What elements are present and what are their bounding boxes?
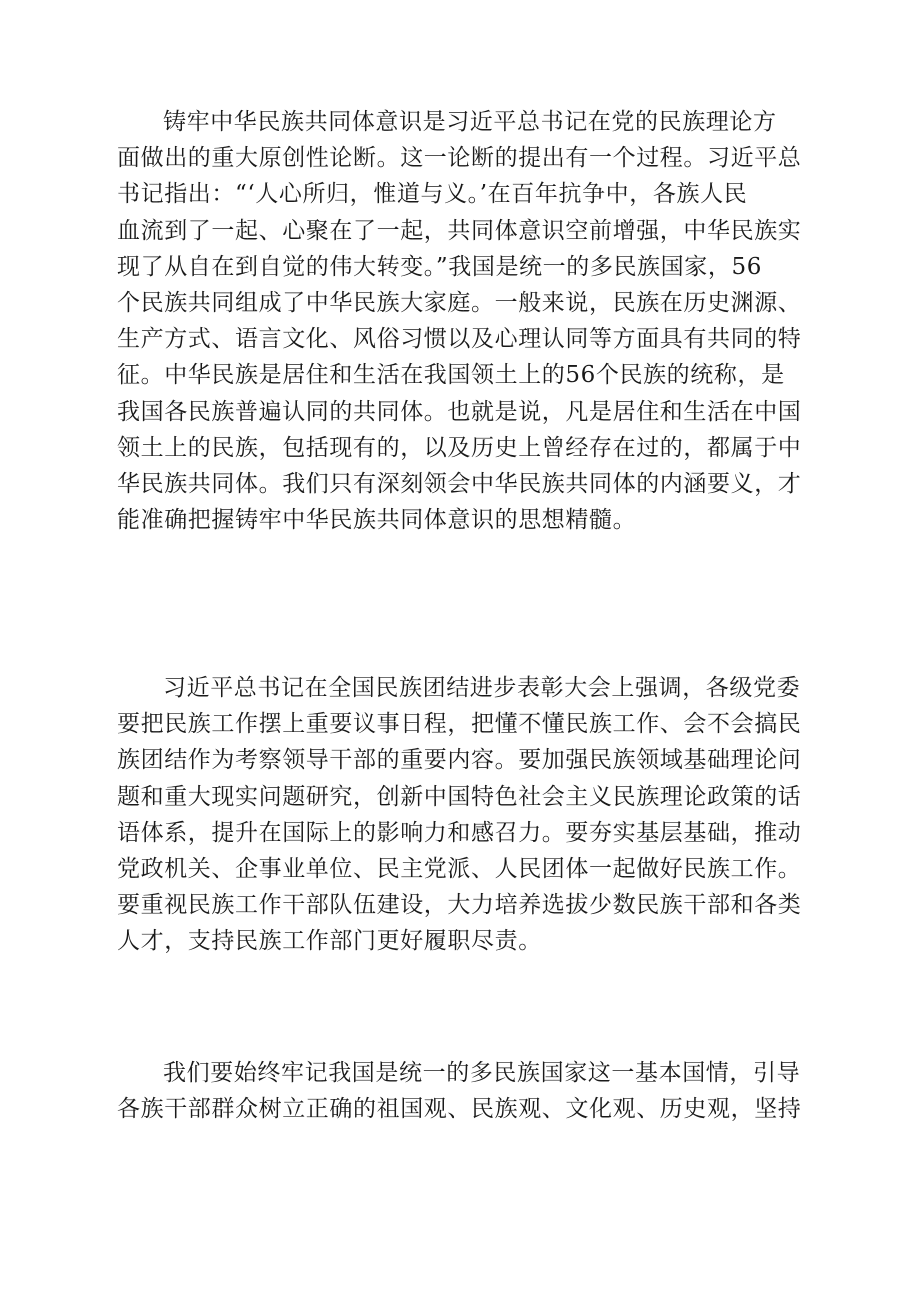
paragraph-1 bbox=[117, 104, 817, 538]
paragraph-line: 习近平总书记在全国民族团结进步表彰大会上强调，各级党委 bbox=[163, 675, 801, 701]
paragraph-line: 要把民族工作摆上重要议事日程，把懂不懂民族工作、会不会搞民 bbox=[117, 711, 802, 738]
paragraph-line: 语体系，提升在国际上的影响力和感召力。要夯实基层基础，推动 bbox=[117, 819, 802, 846]
paragraph-line: 族团结作为考察领导干部的重要内容。要加强民族领域基础理论问 bbox=[117, 747, 802, 774]
paragraph-line: 领土上的民族，包括现有的，以及历史上曾经存在过的，都属于中 bbox=[117, 434, 802, 461]
paragraph-line: 题和重大现实问题研究，创新中国特色社会主义民族理论政策的话 bbox=[117, 783, 802, 810]
paragraph-3 bbox=[117, 1055, 817, 1127]
paragraph-line: 能准确把握铸牢中华民族共同体意识的思想精髓。 bbox=[117, 507, 637, 534]
paragraph-line: 党政机关、企事业单位、民主党派、人民团体一起做好民族工作。 bbox=[117, 855, 802, 882]
paragraph-line: 个民族共同组成了中华民族大家庭。一般来说，民族在历史渊源、 bbox=[117, 289, 802, 316]
paragraph-line: 铸牢中华民族共同体意识是习近平总书记在党的民族理论方 bbox=[163, 109, 777, 135]
paragraph-line: 要重视民族工作干部队伍建设，大力培养选拔少数民族干部和各类 bbox=[117, 892, 802, 919]
paragraph-line: 现了从自在到自觉的伟大转变。”我国是统一的多民族国家，56 bbox=[117, 253, 762, 280]
paragraph-line: 华民族共同体。我们只有深刻领会中华民族共同体的内涵要义，才 bbox=[117, 470, 802, 497]
paragraph-2 bbox=[117, 670, 817, 960]
paragraph-line: 人才，支持民族工作部门更好履职尽责。 bbox=[117, 928, 542, 955]
paragraph-line: 我国各民族普遍认同的共同体。也就是说，凡是居住和生活在中国 bbox=[117, 398, 802, 425]
paragraph-line: 血流到了一起、心聚在了一起，共同体意识空前增强，中华民族实 bbox=[117, 217, 802, 244]
paragraph-line: 各族干部群众树立正确的祖国观、民族观、文化观、历史观，坚持 bbox=[117, 1096, 802, 1123]
paragraph-line: 生产方式、语言文化、风俗习惯以及心理认同等方面具有共同的特 bbox=[117, 326, 802, 353]
paragraph-line: 书记指出：“‘人心所归，惟道与义。’在百年抗争中，各族人民 bbox=[117, 181, 748, 208]
paragraph-line: 我们要始终牢记我国是统一的多民族国家这一基本国情，引导 bbox=[163, 1060, 801, 1086]
paragraph-line: 面做出的重大原创性论断。这一论断的提出有一个过程。习近平总 bbox=[117, 145, 802, 172]
paragraph-line: 征。中华民族是居住和生活在我国领土上的56个民族的统称，是 bbox=[117, 362, 785, 389]
